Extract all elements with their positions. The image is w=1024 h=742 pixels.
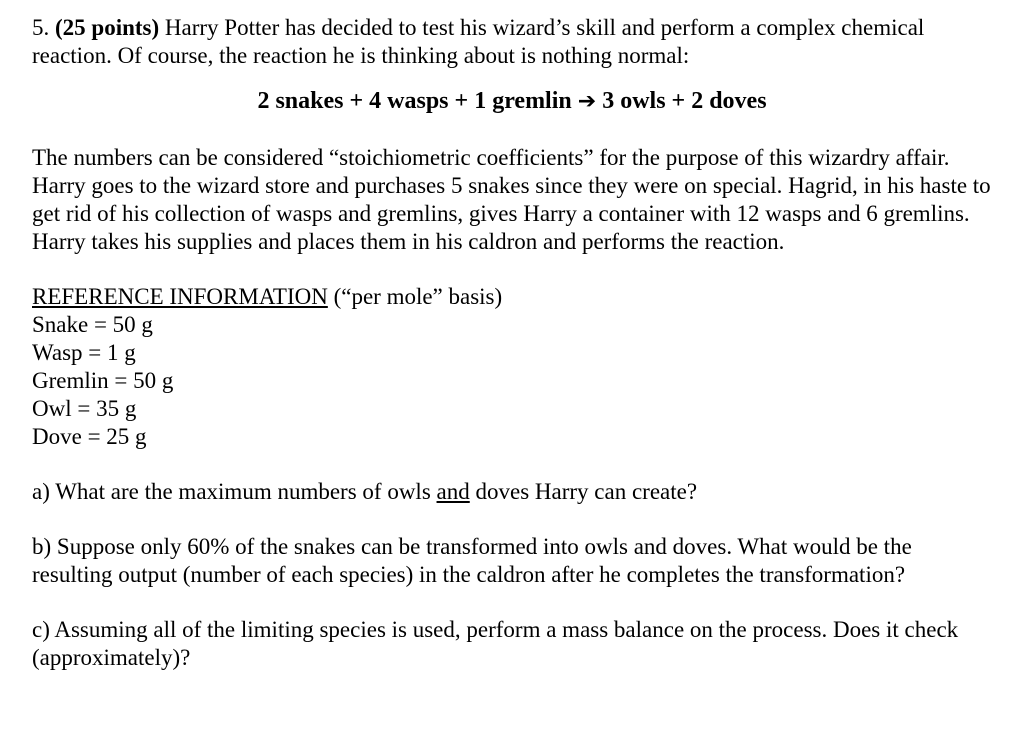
reference-information (32, 283, 992, 451)
question-intro (32, 14, 992, 70)
part-c: c) Assuming all of the limiting species is used, perform a mass balance on the process. Does it check (approximately)? (32, 617, 959, 670)
scenario-paragraph: The numbers can be considered “stoichiometric coefficients” for the purpose of this wizardry affair. Harry goes to the wizard store and purchases 5 snakes since they were on special. Hagrid, in his haste to get rid of his collection of wasps and gremlins, gives Harry a container with 12 wasps and 6 gremlins. Harry takes his supplies and places them in his caldron and performs the reaction. (32, 145, 991, 254)
question-intro-text: Harry Potter has decided to test his wizard’s skill and perform a complex chemical reaction. Of course, the reaction he is thinking about is nothing normal: (32, 15, 925, 68)
reference-item-owl: Owl = 35 g (32, 396, 137, 421)
equation-reactants: 2 snakes + 4 wasps + 1 gremlin (257, 88, 572, 114)
reference-item-snake: Snake = 50 g (32, 312, 153, 337)
equation-products: 3 owls + 2 doves (602, 88, 767, 114)
reaction-equation (32, 86, 992, 117)
part-a-text-start: a) What are the maximum numbers of owls (32, 479, 437, 504)
reaction-arrow-icon: ➔ (577, 89, 597, 114)
question-points: (25 points) (55, 15, 160, 40)
part-b: b) Suppose only 60% of the snakes can be transformed into owls and doves. What would be the resulting output (number of each species) in the caldron after he completes the transformation? (32, 534, 912, 587)
part-a-text-end: doves Harry can create? (469, 479, 698, 504)
reference-heading: REFERENCE INFORMATION (32, 284, 328, 309)
reference-heading-line (32, 283, 992, 311)
reference-item-dove: Dove = 25 g (32, 424, 147, 449)
reference-item-gremlin: Gremlin = 50 g (32, 368, 174, 393)
reference-item-wasp: Wasp = 1 g (32, 340, 136, 365)
reference-basis: (“per mole” basis) (327, 284, 503, 309)
document-page (32, 14, 992, 672)
question-number: 5. (32, 15, 50, 40)
part-a-underlined: and (436, 479, 470, 504)
part-a (32, 478, 992, 506)
